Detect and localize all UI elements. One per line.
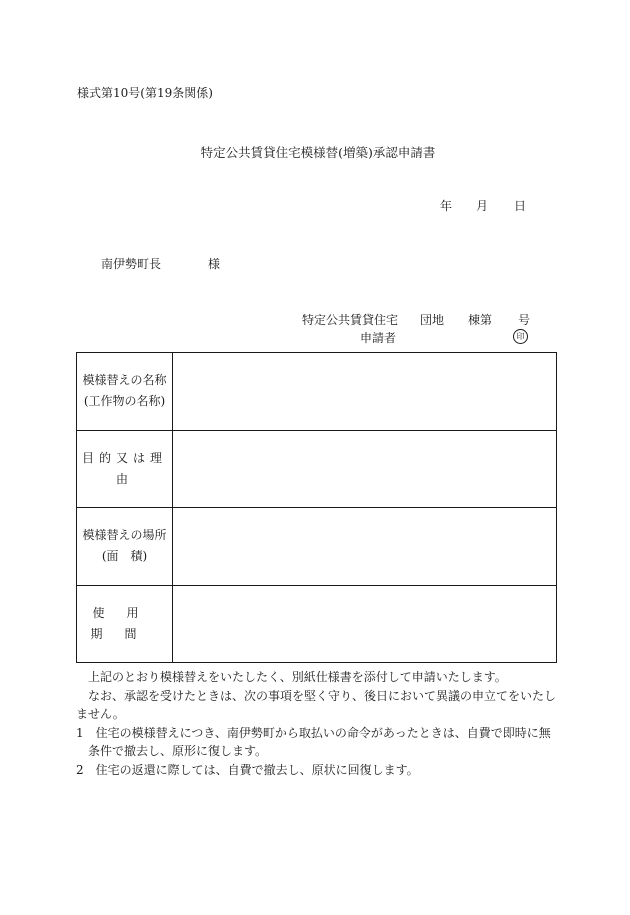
remodel-name-field[interactable] [173, 353, 557, 431]
table-row [77, 585, 557, 663]
row-label-period [77, 585, 173, 663]
row-label-remodel-name [77, 353, 173, 431]
housing-name: 特定公共賃貸住宅 [302, 313, 399, 327]
notes-item: 1 住宅の模様替えにつき、南伊勢町から取払いの命令があったときは、自費で即時に無条件で撤去し、原形に復します。 [76, 725, 551, 758]
row-label-line: 模様替えの場所 [82, 528, 167, 543]
form-number: 様式第10号(第19条関係) [77, 86, 213, 100]
notes-item: 2 住宅の返還に際しては、自費で撤去し、原状に回復します。 [76, 762, 419, 777]
date-day-label: 日 [514, 199, 527, 213]
date-month-label: 月 [476, 199, 489, 213]
date-line [440, 197, 526, 214]
table-row [77, 353, 557, 431]
row-label-location [77, 508, 173, 586]
notes-block [76, 668, 560, 779]
seal-mark: 印 [513, 329, 528, 344]
row-label-purpose [77, 430, 173, 508]
date-year-label: 年 [440, 199, 453, 213]
housing-line [302, 311, 530, 328]
addressee-line [101, 255, 220, 272]
table-row [77, 508, 557, 586]
document-title: 特定公共賃貸住宅模様替(増築)承認申請書 [200, 145, 436, 160]
notes-paragraph: 上記のとおり模様替えをいたしたく、別紙仕様書を添付して申請いたします。 [88, 670, 507, 684]
period-field[interactable] [173, 585, 557, 663]
addressee-honorific: 様 [208, 257, 221, 271]
application-table [76, 352, 557, 663]
row-label-line: (面 積) [101, 549, 148, 564]
row-label-line: (工作物の名称) [83, 394, 166, 409]
row-label-line: 模様替えの名称 [82, 373, 167, 388]
purpose-field[interactable] [173, 430, 557, 508]
applicant-label: 申請者 [360, 331, 397, 345]
addressee-name: 南伊勢町長 [101, 257, 162, 271]
row-label-line: 使用期間 [90, 605, 161, 641]
housing-go-label: 号 [518, 313, 531, 327]
row-label-line: 目的又は理由 [81, 450, 167, 486]
notes-paragraph: なお、承認を受けたときは、次の事項を堅く守り、後日において異議の申立てをいたしません。 [76, 688, 557, 721]
location-field[interactable] [173, 508, 557, 586]
housing-danchi-label: 団地 [420, 313, 445, 327]
housing-mune-label: 棟第 [468, 313, 493, 327]
table-row [77, 430, 557, 508]
